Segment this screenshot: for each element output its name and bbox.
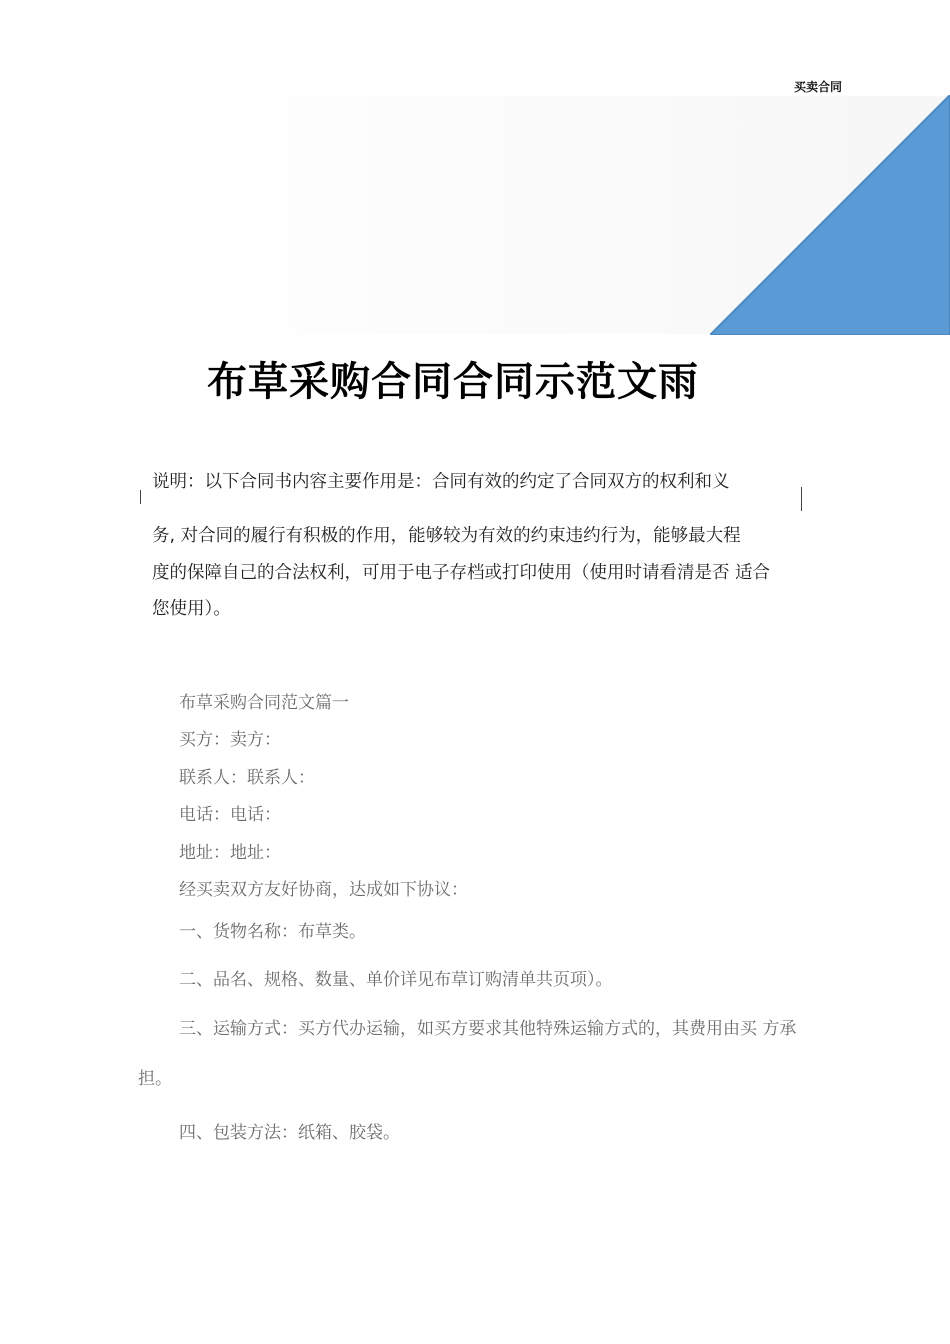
section-title: 布草采购合同范文篇一 bbox=[179, 693, 349, 713]
note-line-2: 务, 对合同的履行有积极的作用，能够较为有效的约束违约行为，能够最大程 bbox=[152, 526, 741, 546]
clause-3-line-2: 担。 bbox=[138, 1069, 172, 1089]
clause-3-line-1: 三、运输方式：买方代办运输，如买方要求其他特殊运输方式的，其费用由买 方承 bbox=[179, 1019, 797, 1039]
clause-1: 一、货物名称：布草类。 bbox=[179, 922, 366, 942]
clause-2: 二、品名、规格、数量、单价详见布草订购清单共页项）。 bbox=[179, 970, 613, 990]
contact-line: 联系人：联系人： bbox=[179, 768, 315, 788]
address-line: 地址：地址： bbox=[179, 843, 281, 863]
corner-triangle-decoration bbox=[710, 95, 950, 335]
clause-4: 四、包装方法：纸箱、胶袋。 bbox=[179, 1123, 400, 1143]
phone-line: 电话：电话： bbox=[179, 805, 281, 825]
agreement-line: 经买卖双方友好协商，达成如下协议： bbox=[179, 880, 468, 900]
header-label: 买卖合同 bbox=[794, 80, 843, 94]
note-line-4: 您使用）。 bbox=[152, 599, 231, 619]
document-title: 布草采购合同合同示范文雨 bbox=[207, 359, 699, 405]
note-bracket-right bbox=[801, 487, 802, 511]
note-bracket-left bbox=[140, 490, 141, 504]
parties-line: 买方：卖方： bbox=[179, 730, 281, 750]
note-line-1: 说明：以下合同书内容主要作用是：合同有效的约定了合同双方的权利和义 bbox=[152, 472, 730, 492]
note-line-3: 度的保障自己的合法权利，可用于电子存档或打印使用（使用时请看清是否 适合 bbox=[152, 563, 771, 583]
